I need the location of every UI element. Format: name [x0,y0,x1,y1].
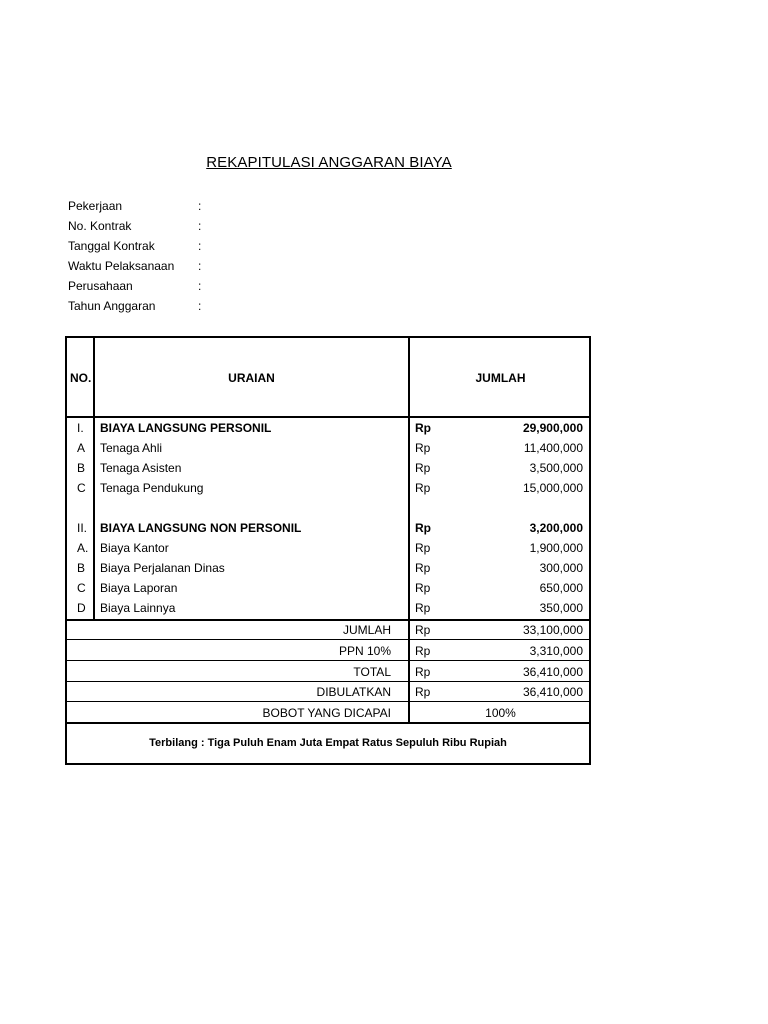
item-amount: 650,000 [539,581,583,595]
total-label-jumlah: JUMLAH [342,623,391,637]
item-name: Tenaga Asisten [100,461,182,475]
total-currency: Rp [415,644,431,658]
item-name: Biaya Kantor [100,541,169,555]
item-name: Biaya Laporan [100,581,178,595]
col-divider-uraian [408,338,410,722]
item-currency: Rp [415,441,431,455]
item-currency: Rp [415,481,431,495]
section-amount: 29,900,000 [522,421,583,435]
bobot-value: 100% [485,706,516,720]
section-name: BIAYA LANGSUNG NON PERSONIL [100,521,302,535]
total-currency: Rp [415,685,431,699]
info-colon: : [198,219,202,233]
document-title: REKAPITULASI ANGGARAN BIAYA [206,154,452,171]
section-currency: Rp [415,421,431,435]
row-line [67,660,589,661]
info-row-tahun-anggaran [68,298,268,318]
info-row-tanggal-kontrak [68,238,268,258]
item-no: C [77,481,86,495]
total-amount: 36,410,000 [522,665,583,679]
info-colon: : [198,279,202,293]
item-name: Tenaga Ahli [100,441,163,455]
bobot-bottom-line [67,722,589,724]
info-colon: : [198,259,202,273]
header-jumlah: JUMLAH [475,371,526,385]
total-currency: Rp [415,665,431,679]
item-amount: 1,900,000 [529,541,583,555]
info-row-pekerjaan [68,198,268,218]
item-no: B [77,461,86,475]
section-currency: Rp [415,521,431,535]
item-currency: Rp [415,601,431,615]
header-bottom-line [67,416,589,418]
row-line [67,639,589,640]
item-currency: Rp [415,541,431,555]
bobot-label: BOBOT YANG DICAPAI [262,706,391,720]
info-block [68,198,268,318]
item-amount: 350,000 [539,601,583,615]
info-colon: : [198,199,202,213]
item-amount: 15,000,000 [522,481,583,495]
item-no: A. [77,541,89,555]
section-amount: 3,200,000 [529,521,583,535]
item-name: Biaya Perjalanan Dinas [100,561,225,575]
total-amount: 33,100,000 [522,623,583,637]
info-row-no-kontrak [68,218,268,238]
total-label-total: TOTAL [353,665,391,679]
item-currency: Rp [415,581,431,595]
info-label: Pekerjaan [68,199,123,213]
header-no: NO. [70,371,92,385]
section-name: BIAYA LANGSUNG PERSONIL [100,421,272,435]
total-currency: Rp [415,623,431,637]
item-amount: 3,500,000 [529,461,583,475]
item-no: C [77,581,86,595]
item-amount: 11,400,000 [523,441,583,455]
section-no: I. [77,421,84,435]
info-row-perusahaan [68,278,268,298]
info-label: No. Kontrak [68,219,132,233]
item-no: D [77,601,86,615]
items-bottom-line [67,619,589,621]
info-colon: : [198,299,202,313]
total-amount: 36,410,000 [522,685,583,699]
row-line [67,681,589,682]
info-label: Tanggal Kontrak [68,239,155,253]
header-uraian: URAIAN [228,371,275,385]
total-amount: 3,310,000 [529,644,583,658]
total-label-ppn: PPN 10% [338,644,391,658]
info-label: Perusahaan [68,279,133,293]
item-currency: Rp [415,461,431,475]
info-colon: : [198,239,202,253]
info-label: Tahun Anggaran [68,299,156,313]
info-label: Waktu Pelaksanaan [68,259,175,273]
item-name: Biaya Lainnya [100,601,176,615]
item-no: B [77,561,86,575]
item-amount: 300,000 [539,561,583,575]
section-no: II. [77,521,88,535]
total-label-dibulatkan: DIBULATKAN [316,685,391,699]
row-line [67,701,589,702]
budget-table [65,336,591,765]
item-no: A [77,441,86,455]
item-currency: Rp [415,561,431,575]
item-name: Tenaga Pendukung [100,481,204,495]
terbilang-text: Terbilang : Tiga Puluh Enam Juta Empat Ratus Sepuluh Ribu Rupiah [149,737,507,749]
info-row-waktu-pelaksanaan [68,258,268,278]
